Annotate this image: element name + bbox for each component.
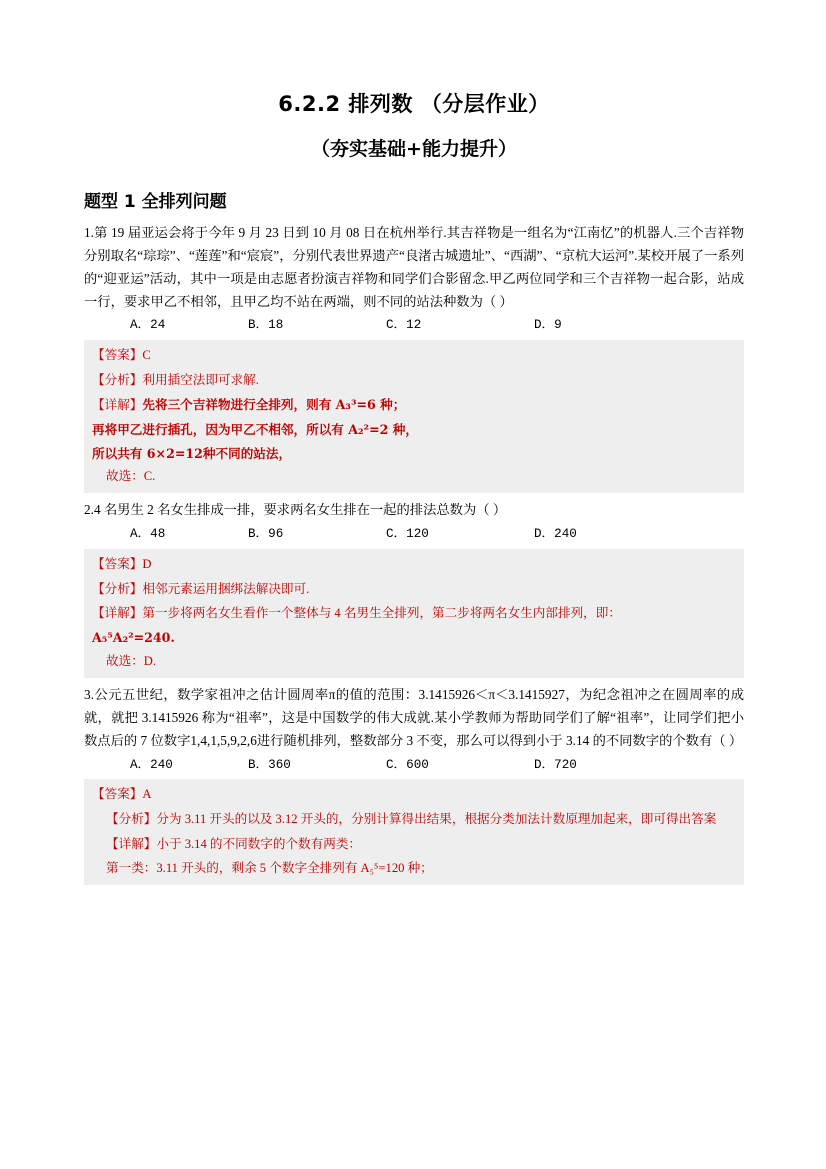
detail-label: 【详解】 xyxy=(92,605,143,621)
question-options xyxy=(84,524,744,545)
conclusion-line: 故选：C. xyxy=(106,469,156,484)
analysis-line xyxy=(92,368,738,393)
analysis-text: 利用插空法即可求解. xyxy=(142,372,259,387)
detail-line xyxy=(92,393,738,418)
option-a[interactable]: A．48 xyxy=(130,527,166,542)
detail-line xyxy=(92,601,738,626)
detail-text-1: 小于 3.14 的不同数字的个数有两类： xyxy=(156,837,362,852)
question-block xyxy=(84,499,744,678)
option-b[interactable]: B．360 xyxy=(248,757,291,772)
answer-box xyxy=(84,340,744,494)
question-stem: 3.公元五世纪，数学家祖冲之估计圆周率π的值的范围：3.1415926＜π＜3.1415927，为纪念祖冲之在圆周率的成就，就把 3.1415926 称为“祖率”，这是中国数学的伟大成就.某小学教师为帮助同学们了解“祖率”，让同学们把小数点后的 7 位数字1,4,1,5,9,2,6进行随机排列，整数部分 3 不变，那么可以得到小于 3.14 的不同数字的个数有（ ） xyxy=(84,687,744,748)
conclusion-line: 故选：D. xyxy=(106,654,157,669)
option-c[interactable]: C．600 xyxy=(386,757,429,772)
analysis-label: 【分析】 xyxy=(92,580,143,596)
analysis-label: 【分析】 xyxy=(92,371,143,387)
answer-line xyxy=(92,782,738,807)
answer-line xyxy=(92,552,738,577)
answer-label: 【答案】 xyxy=(92,346,143,362)
option-d[interactable]: D．720 xyxy=(534,757,577,772)
document-content xyxy=(84,88,744,891)
detail-text-2: A₅⁵A₂²=240. xyxy=(92,630,175,646)
answer-value: C xyxy=(142,347,151,362)
option-d[interactable]: D．240 xyxy=(534,527,577,542)
option-b[interactable]: B．96 xyxy=(248,527,284,542)
page-subtitle: （夯实基础+能力提升） xyxy=(311,138,517,160)
answer-box xyxy=(84,549,744,679)
analysis-text: 分为 3.11 开头的以及 3.12 开头的，分别计算得出结果，根据分类加法计数原理加起来，即可得出答案 xyxy=(156,812,717,827)
answer-line xyxy=(92,343,738,368)
answer-value: A xyxy=(142,787,152,802)
analysis-line xyxy=(92,807,738,832)
question-stem: 1.第 19 届亚运会将于今年 9 月 23 日到 10 月 08 日在杭州举行.其吉祥物是一组名为“江南忆”的机器人.三个吉祥物分别取名“琮琮”、“莲莲”和“宸宸”，分别代表世界遗产“良渚古城遗址”、“西湖”、“京杭大运河”.某校开展了一系列的“迎亚运”活动，其中一项是由志愿者扮演吉祥物和同学们合影留念.甲乙两位同学和三个吉祥物一起合影，站成一行，要求甲乙不相邻，且甲乙均不站在两端，则不同的站法种数为（ ） xyxy=(84,225,744,309)
question-stem: 2.4 名男生 2 名女生排成一排，要求两名女生排在一起的排法总数为（ ） xyxy=(84,502,507,518)
option-a[interactable]: A．24 xyxy=(130,318,166,333)
option-c[interactable]: C．120 xyxy=(386,527,429,542)
detail-label: 【详解】 xyxy=(92,396,143,412)
answer-value: D xyxy=(142,556,152,571)
question-options xyxy=(84,755,744,776)
detail-text-1: 先将三个吉祥物进行全排列，则有 A₃³=6 种； xyxy=(142,396,406,412)
answer-label: 【答案】 xyxy=(92,555,143,571)
detail-text-1: 第一步将两名女生看作一个整体与 4 名男生全排列，第二步将两名女生内部排列，即： xyxy=(142,606,621,621)
question-options xyxy=(84,315,744,336)
analysis-text: 相邻元素运用捆绑法解决即可. xyxy=(142,581,310,596)
option-b[interactable]: B．18 xyxy=(248,318,284,333)
question-block xyxy=(84,222,744,493)
question-block xyxy=(84,684,744,885)
option-d[interactable]: D．9 xyxy=(534,318,562,333)
analysis-line xyxy=(92,577,738,602)
option-a[interactable]: A．240 xyxy=(130,757,173,772)
section-heading: 题型 1 全排列问题 xyxy=(84,192,227,212)
page-title: 6.2.2 排列数 （分层作业） xyxy=(278,92,550,116)
detail-label: 【详解】 xyxy=(106,836,157,852)
analysis-label: 【分析】 xyxy=(106,811,157,827)
detail-text-2: 再将甲乙进行插孔，因为甲乙不相邻，所以有 A₂²=2 种， xyxy=(92,421,418,437)
detail-text-2: 第一类：3.11 开头的，剩余 5 个数字全排列有 A₅⁵=120 种； xyxy=(106,861,433,875)
answer-label: 【答案】 xyxy=(92,786,143,802)
option-c[interactable]: C．12 xyxy=(386,318,422,333)
detail-line xyxy=(92,832,738,857)
detail-text-3: 所以共有 6×2=12种不同的站法， xyxy=(92,445,292,461)
answer-box xyxy=(84,779,744,885)
